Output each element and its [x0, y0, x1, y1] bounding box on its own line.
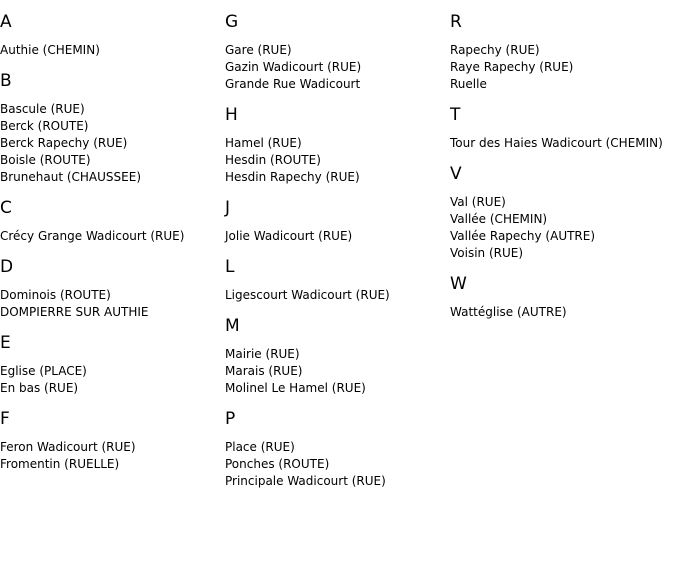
- street-index-column-2: [225, 0, 390, 490]
- street-list: [225, 287, 390, 304]
- letter-group-f: [0, 409, 184, 473]
- street-item: Rapechy (RUE): [450, 43, 540, 57]
- street-item: Gare (RUE): [225, 43, 292, 57]
- street-item: Berck Rapechy (RUE): [0, 136, 128, 150]
- letter-group-h: [225, 105, 390, 186]
- street-item: Vallée Rapechy (AUTRE): [450, 229, 596, 243]
- street-item: Grande Rue Wadicourt: [225, 77, 361, 91]
- letter-heading: L: [225, 257, 235, 277]
- street-item: Gazin Wadicourt (RUE): [225, 60, 362, 74]
- street-list: [450, 135, 663, 152]
- street-list: [0, 439, 184, 473]
- street-list: [0, 101, 184, 186]
- street-item: Crécy Grange Wadicourt (RUE): [0, 229, 185, 243]
- letter-heading: B: [0, 71, 12, 91]
- letter-group-m: [225, 316, 390, 397]
- street-item: Mairie (RUE): [225, 347, 300, 361]
- street-list: [450, 304, 663, 321]
- street-item: Authie (CHEMIN): [0, 43, 100, 57]
- street-item: Jolie Wadicourt (RUE): [225, 229, 353, 243]
- letter-group-l: [225, 257, 390, 304]
- street-item: Raye Rapechy (RUE): [450, 60, 574, 74]
- street-index-column-3: [450, 0, 663, 321]
- street-item: Brunehaut (CHAUSSEE): [0, 170, 141, 184]
- letter-heading: F: [0, 409, 10, 429]
- letter-group-b: [0, 71, 184, 186]
- street-list: [225, 135, 390, 186]
- letter-heading: J: [225, 198, 231, 218]
- street-item: Hesdin (ROUTE): [225, 153, 321, 167]
- street-list: [0, 42, 184, 59]
- letter-heading: R: [450, 12, 462, 32]
- street-item: Hamel (RUE): [225, 136, 302, 150]
- letter-group-w: [450, 274, 663, 321]
- street-list: [0, 287, 184, 321]
- street-item: Tour des Haies Wadicourt (CHEMIN): [450, 136, 663, 150]
- street-list: [225, 228, 390, 245]
- street-list: [0, 363, 184, 397]
- street-list: [225, 346, 390, 397]
- street-item: Vallée (CHEMIN): [450, 212, 548, 226]
- street-item: Ponches (ROUTE): [225, 457, 330, 471]
- letter-group-e: [0, 333, 184, 397]
- street-item: Hesdin Rapechy (RUE): [225, 170, 360, 184]
- letter-heading: W: [450, 274, 467, 294]
- street-item: Ligescourt Wadicourt (RUE): [225, 288, 390, 302]
- letter-heading: H: [225, 105, 238, 125]
- letter-heading: V: [450, 164, 462, 184]
- street-item: En bas (RUE): [0, 381, 79, 395]
- street-list: [450, 42, 663, 93]
- street-item: Marais (RUE): [225, 364, 303, 378]
- letter-group-a: [0, 12, 184, 59]
- letter-group-p: [225, 409, 390, 490]
- letter-group-d: [0, 257, 184, 321]
- letter-group-g: [225, 12, 390, 93]
- street-item: Fromentin (RUELLE): [0, 457, 120, 471]
- street-index-column-1: [0, 0, 184, 473]
- street-list: [450, 194, 663, 262]
- letter-group-v: [450, 164, 663, 262]
- letter-heading: G: [225, 12, 239, 32]
- street-item: Dominois (ROUTE): [0, 288, 111, 302]
- letter-heading: M: [225, 316, 240, 336]
- street-item: Place (RUE): [225, 440, 295, 454]
- letter-heading: D: [0, 257, 14, 277]
- letter-group-t: [450, 105, 663, 152]
- letter-heading: P: [225, 409, 236, 429]
- letter-heading: A: [0, 12, 12, 32]
- street-list: [225, 439, 390, 490]
- letter-group-c: [0, 198, 184, 245]
- street-item: DOMPIERRE SUR AUTHIE: [0, 305, 149, 319]
- street-item: Voisin (RUE): [450, 246, 524, 260]
- street-item: Ruelle: [450, 77, 487, 91]
- letter-heading: E: [0, 333, 11, 353]
- letter-heading: T: [450, 105, 461, 125]
- street-item: Berck (ROUTE): [0, 119, 89, 133]
- street-item: Feron Wadicourt (RUE): [0, 440, 136, 454]
- street-item: Molinel Le Hamel (RUE): [225, 381, 366, 395]
- letter-group-r: [450, 12, 663, 93]
- street-item: Eglise (PLACE): [0, 364, 87, 378]
- street-item: Val (RUE): [450, 195, 506, 209]
- street-item: Bascule (RUE): [0, 102, 85, 116]
- street-item: Wattéglise (AUTRE): [450, 305, 567, 319]
- street-item: Boisle (ROUTE): [0, 153, 91, 167]
- street-list: [225, 42, 390, 93]
- letter-heading: C: [0, 198, 12, 218]
- street-list: [0, 228, 184, 245]
- street-item: Principale Wadicourt (RUE): [225, 474, 386, 488]
- letter-group-j: [225, 198, 390, 245]
